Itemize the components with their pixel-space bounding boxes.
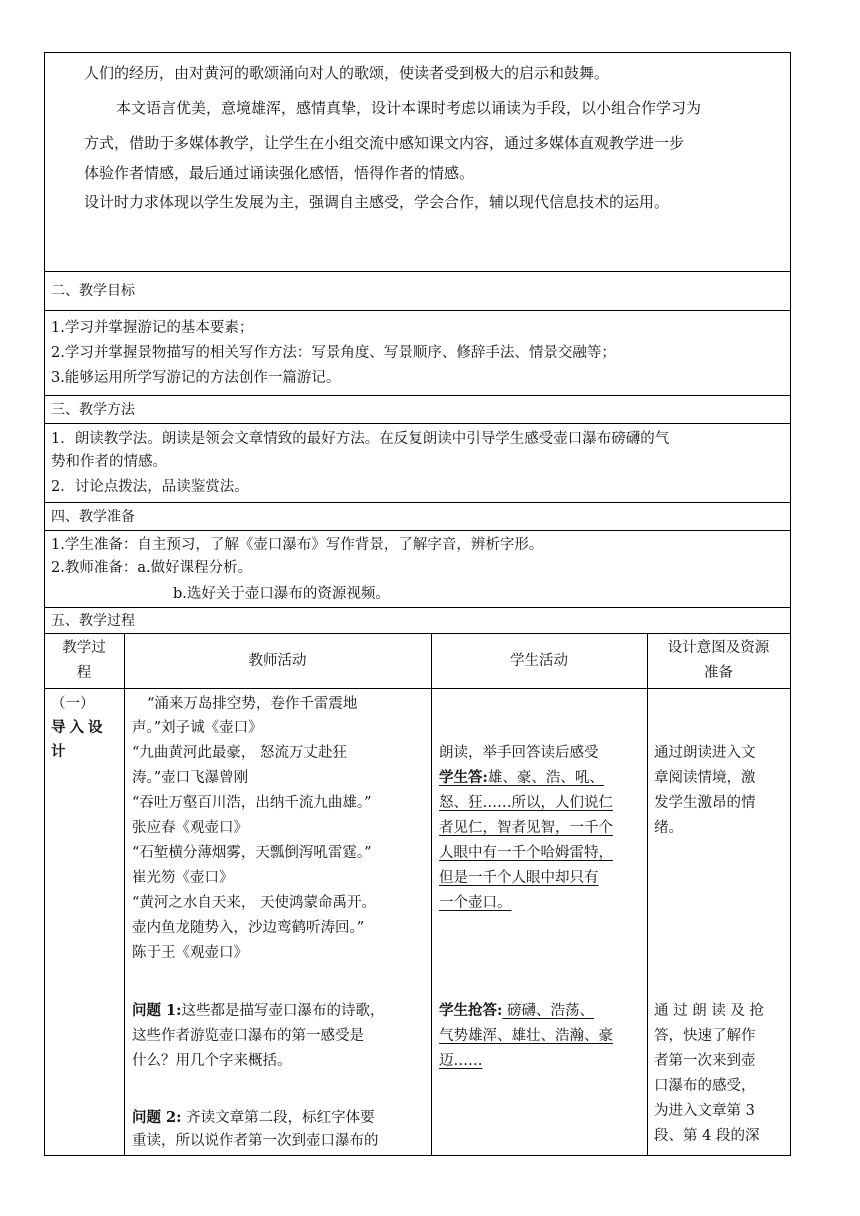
design-intent-1-line-4: 绪。 bbox=[654, 820, 683, 836]
student-answer-1 bbox=[439, 768, 604, 788]
student-answer-1-line-7: 一个壶口。 bbox=[439, 895, 512, 911]
header-teacher-activity: 教师活动 bbox=[248, 653, 307, 669]
poem-1-line-2: 声。”刘子诚《壶口》 bbox=[132, 720, 263, 736]
preparation-line: b.选好关于壶口瀑布的资源视频。 bbox=[173, 586, 390, 602]
table-border-right bbox=[790, 52, 791, 1156]
student-answer-2-text: 磅礴、浩荡、 bbox=[502, 1003, 594, 1019]
column-divider bbox=[647, 633, 648, 1156]
question-2-label: 问题 2: bbox=[132, 1109, 182, 1126]
header-process-line-2: 程 bbox=[76, 665, 92, 681]
method-line: 1．朗读教学法。朗读是领会文章情致的最好方法。在反复朗读中引导学生感受壶口瀑布磅礴的气 bbox=[51, 431, 670, 447]
section-title-preparation: 四、教学准备 bbox=[51, 509, 135, 525]
design-intent-2-line-6: 段、第 4 段的深 bbox=[654, 1128, 760, 1144]
question-2 bbox=[132, 1108, 375, 1128]
question-2-text: 齐读文章第二段，标红字体要 bbox=[181, 1110, 375, 1126]
header-design-intent-line-2: 准备 bbox=[704, 665, 733, 681]
header-design-intent: 设计意图及资源 bbox=[667, 640, 770, 656]
question-1-line-3: 什么？用几个字来概括。 bbox=[132, 1053, 292, 1069]
design-intent-2-line-3: 者第一次来到壶 bbox=[654, 1053, 756, 1069]
design-intent-1: 通过朗读进入文 bbox=[654, 745, 756, 761]
divider bbox=[44, 271, 791, 272]
student-answer-2 bbox=[439, 1001, 594, 1021]
student-answer-2-line-2: 气势雄浑、雄壮、浩瀚、豪 bbox=[439, 1028, 613, 1044]
divider bbox=[44, 530, 791, 531]
table-border-bottom bbox=[44, 1155, 791, 1156]
divider bbox=[44, 633, 791, 634]
section-title-methods: 三、教学方法 bbox=[51, 402, 135, 418]
step-title: 导入设 bbox=[51, 719, 107, 736]
design-intent-2: 通 过 朗 读 及 抢 bbox=[654, 1003, 765, 1019]
method-line: 2．讨论点拨法，品读鉴赏法。 bbox=[51, 479, 249, 495]
poem-1: “涌来万岛排空势，卷作千雷震地 bbox=[147, 696, 358, 712]
student-answer-2-label: 学生抢答: bbox=[439, 1002, 503, 1019]
header-student-activity: 学生活动 bbox=[510, 653, 568, 669]
header-process: 教学过 bbox=[62, 640, 106, 656]
poem-5-line-3: 陈于王《观壶口》 bbox=[132, 945, 248, 961]
intro-paragraph-2-line-3: 体验作者情感，最后通过诵读强化感悟，悟得作者的情感。 bbox=[84, 164, 475, 182]
student-answer-1-line-6: 但是一千个人眼中却只有 bbox=[439, 870, 599, 886]
section-title-objectives: 二、教学目标 bbox=[51, 283, 135, 299]
poem-5: “黄河之水自天来， 天使鸿蒙命禹开。 bbox=[132, 895, 377, 911]
section-title-process: 五、教学过程 bbox=[51, 613, 135, 629]
intro-paragraph-3: 设计时力求体现以学生发展为主，强调自主感受，学会合作，辅以现代信息技术的运用。 bbox=[84, 193, 670, 211]
step-title-line-2: 计 bbox=[51, 743, 66, 760]
objective-item: 1.学习并掌握游记的基本要素； bbox=[51, 320, 254, 336]
question-2-line-2: 重读，所以说作者第一次到壶口瀑布的 bbox=[132, 1133, 379, 1149]
design-intent-1-line-2: 章阅读情境，激 bbox=[654, 770, 756, 786]
design-intent-2-line-4: 口瀑布的感受， bbox=[654, 1078, 756, 1094]
preparation-line: 2.教师准备：a.做好课程分析。 bbox=[51, 560, 253, 576]
divider bbox=[44, 688, 791, 689]
poem-2-line-2: 涛。”壶口飞瀑曾刚 bbox=[132, 770, 249, 786]
poem-5-line-2: 壶内鱼龙随势入，沙边鸾鹤听涛回。” bbox=[132, 920, 365, 936]
question-1-label: 问题 1: bbox=[132, 1002, 182, 1019]
column-divider bbox=[431, 633, 432, 1156]
column-divider bbox=[124, 633, 125, 1156]
poem-4-line-2: 崔光笏《壶口》 bbox=[132, 870, 234, 886]
step-number: （一） bbox=[51, 696, 95, 712]
divider bbox=[44, 502, 791, 503]
student-answer-1-label: 学生答: bbox=[439, 769, 488, 786]
poem-2: “九曲黄河此最豪， 怒流万丈赴狂 bbox=[132, 745, 348, 761]
design-intent-1-line-3: 发学生激昂的情 bbox=[654, 795, 756, 811]
objective-item: 2.学习并掌握景物描写的相关写作方法：写景角度、写景顺序、修辞手法、情景交融等； bbox=[51, 345, 616, 361]
question-1-text: 这些都是描写壶口瀑布的诗歌， bbox=[181, 1003, 385, 1019]
poem-4: “石堑横分薄烟雾，天瓢倒泻吼雷霆。” bbox=[132, 845, 372, 861]
divider bbox=[44, 423, 791, 424]
method-line: 势和作者的情感。 bbox=[51, 454, 167, 470]
student-answer-1-text: 雄、豪、浩、吼、 bbox=[487, 770, 604, 786]
poem-3: “吞吐万壑百川浩，出纳千流九曲雄。” bbox=[132, 795, 372, 811]
intro-paragraph-1: 人们的经历，由对黄河的歌颂涌向对人的歌颂，使读者受到极大的启示和鼓舞。 bbox=[84, 64, 610, 82]
question-1 bbox=[132, 1001, 385, 1021]
design-intent-2-line-2: 答，快速了解作 bbox=[654, 1028, 756, 1044]
table-border-top bbox=[44, 52, 791, 53]
student-answer-1-intro: 朗读，举手回答读后感受 bbox=[439, 745, 599, 761]
design-intent-2-line-5: 为进入文章第 3 bbox=[654, 1103, 755, 1119]
intro-paragraph-2-line-2: 方式，借助于多媒体教学，让学生在小组交流中感知课文内容，通过多媒体直观教学进一步 bbox=[84, 134, 685, 152]
student-answer-1-line-3: 怒、狂……所以，人们说仁 bbox=[439, 795, 613, 811]
divider bbox=[44, 395, 791, 396]
question-1-line-2: 这些作者游览壶口瀑布的第一感受是 bbox=[132, 1028, 364, 1044]
preparation-line: 1.学生准备：自主预习，了解《壶口瀑布》写作背景，了解字音，辨析字形。 bbox=[51, 537, 544, 553]
intro-paragraph-2-line-1: 本文语言优美，意境雄浑，感情真挚，设计本课时考虑以诵读为手段，以小组合作学习为 bbox=[116, 99, 702, 117]
table-border-left bbox=[44, 52, 45, 1156]
divider bbox=[44, 310, 791, 311]
objective-item: 3.能够运用所学写游记的方法创作一篇游记。 bbox=[51, 370, 341, 386]
student-answer-1-line-4: 者见仁，智者见智，一千个 bbox=[439, 820, 613, 836]
poem-3-line-2: 张应春《观壶口》 bbox=[132, 820, 248, 836]
student-answer-2-line-3: 迈…… bbox=[439, 1053, 483, 1069]
divider bbox=[44, 607, 791, 608]
student-answer-1-line-5: 人眼中有一千个哈姆雷特， bbox=[439, 845, 613, 861]
